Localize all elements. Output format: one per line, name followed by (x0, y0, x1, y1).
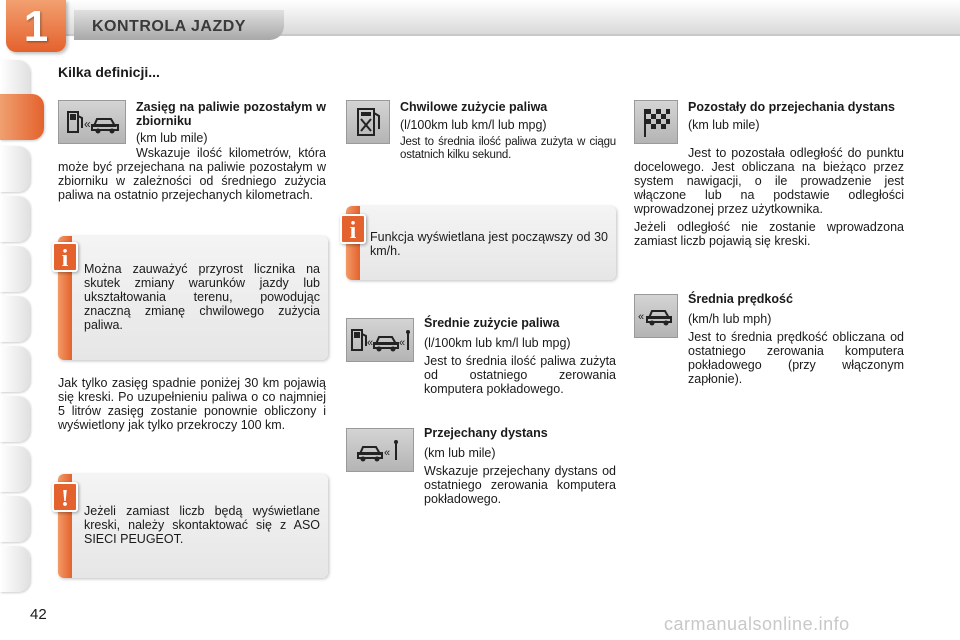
svg-text:«: « (84, 117, 91, 131)
note-warning-text: Jeżeli zamiast liczb będą wyświetlane kreski, należy skontaktować się z ASO SIECI PEUGEOT. (84, 504, 320, 546)
info-icon: i (52, 242, 78, 272)
chapter-title: KONTROLA JAZDY (92, 18, 246, 35)
svg-text:«: « (367, 337, 374, 349)
remaining-title: Pozostały do przejechania dystans (688, 100, 896, 114)
side-tab-active[interactable] (0, 94, 44, 140)
fuel-pump-icon (346, 100, 390, 144)
note-counter-text: Można zauważyć przyrost licznika na skutek zmiany warunków jazdy lub ukształtowania terenu, powodując znaczną zmianę chwilowego zużycia paliwa. (84, 262, 320, 332)
side-tab[interactable] (0, 346, 30, 392)
average-consumption-unit: (l/100km lub km/l lub mpg) (424, 336, 571, 350)
warning-icon: ! (52, 482, 78, 512)
distance-title: Przejechany dystans (424, 426, 548, 440)
remaining-unit: (km lub mile) (688, 118, 760, 132)
side-tab[interactable] (0, 496, 30, 542)
remaining-body-1: Jest to pozostała odległość do punktu docelowego. Jest obliczana na bieżąco przez system nawigacji, o ile prowadzenie jest włączone lub na podstawie odległości wprowadzonej przez użytkownika. (634, 146, 904, 216)
side-tab[interactable] (0, 246, 30, 292)
page-number: 42 (30, 606, 47, 623)
average-fuel-icon (346, 318, 414, 362)
header (0, 0, 960, 52)
info-icon: i (340, 214, 366, 244)
side-tabs (0, 60, 40, 580)
range-unit: (km lub mile) (136, 131, 208, 145)
remaining-body-2: Jeżeli odległość nie zostanie wprowadzona zamiast liczb pojawią się kreski. (634, 220, 904, 248)
side-tab[interactable] (0, 146, 30, 192)
instant-body: Jest to średnia ilość paliwa zużyta w ciągu ostatnich kilku sekund. (400, 136, 616, 161)
chapter-number: 1 (23, 2, 49, 51)
info-note-counter (58, 236, 328, 360)
svg-text:«: « (399, 337, 406, 349)
distance-unit: (km lub mile) (424, 446, 496, 460)
svg-text:«: « (638, 311, 645, 323)
avg-speed-body: Jest to średnia prędkość obliczana od ostatniego zerowania komputera pokładowego (przy włączonym zapłonie). (688, 330, 904, 386)
fuel-range-icon (58, 100, 126, 144)
range-title: Zasięg na paliwie pozostałym w zbiorniku (136, 100, 326, 128)
note-speed-text: Funkcja wyświetlana jest począwszy od 30 km/h. (370, 230, 608, 258)
svg-text:«: « (384, 447, 391, 459)
distance-body: Wskazuje przejechany dystans od ostatniego zerowania komputera pokładowego. (424, 464, 616, 506)
range-paragraph: Jak tylko zasięg spadnie poniżej 30 km pojawią się kreski. Po uzupełnieniu paliwa o co najmniej 5 litrów zasięg zostanie ponownie obliczony i wyświetlony jak tylko przekroczy 100 km. (58, 376, 326, 432)
info-note-speed (346, 206, 616, 280)
warning-note (58, 474, 328, 578)
side-tab[interactable] (0, 296, 30, 342)
range-body: Wskazuje ilość kilometrów, która może być przejechana na paliwie pozostałym w zbiorniku w zależności od średniego zużycia paliwa na ostatnio przejechanych kilometrach. (58, 146, 326, 202)
section-heading: Kilka definicji... (58, 64, 160, 80)
instant-title: Chwilowe zużycie paliwa (400, 100, 548, 114)
average-speed-icon (634, 294, 678, 338)
average-consumption-title: Średnie zużycie paliwa (424, 316, 560, 330)
distance-travelled-icon (346, 428, 414, 472)
side-tab[interactable] (0, 396, 30, 442)
side-tab[interactable] (0, 196, 30, 242)
avg-speed-unit: (km/h lub mph) (688, 312, 772, 326)
average-consumption-body: Jest to średnia ilość paliwa zużyta od ostatniego zerowania komputera pokładowego. (424, 354, 616, 396)
watermark: carmanualsonline.info (664, 614, 850, 634)
instant-unit: (l/100km lub km/l lub mpg) (400, 118, 547, 132)
side-tab[interactable] (0, 446, 30, 492)
side-tab[interactable] (0, 546, 30, 592)
checkered-flag-icon (634, 100, 678, 144)
avg-speed-title: Średnia prędkość (688, 292, 793, 306)
